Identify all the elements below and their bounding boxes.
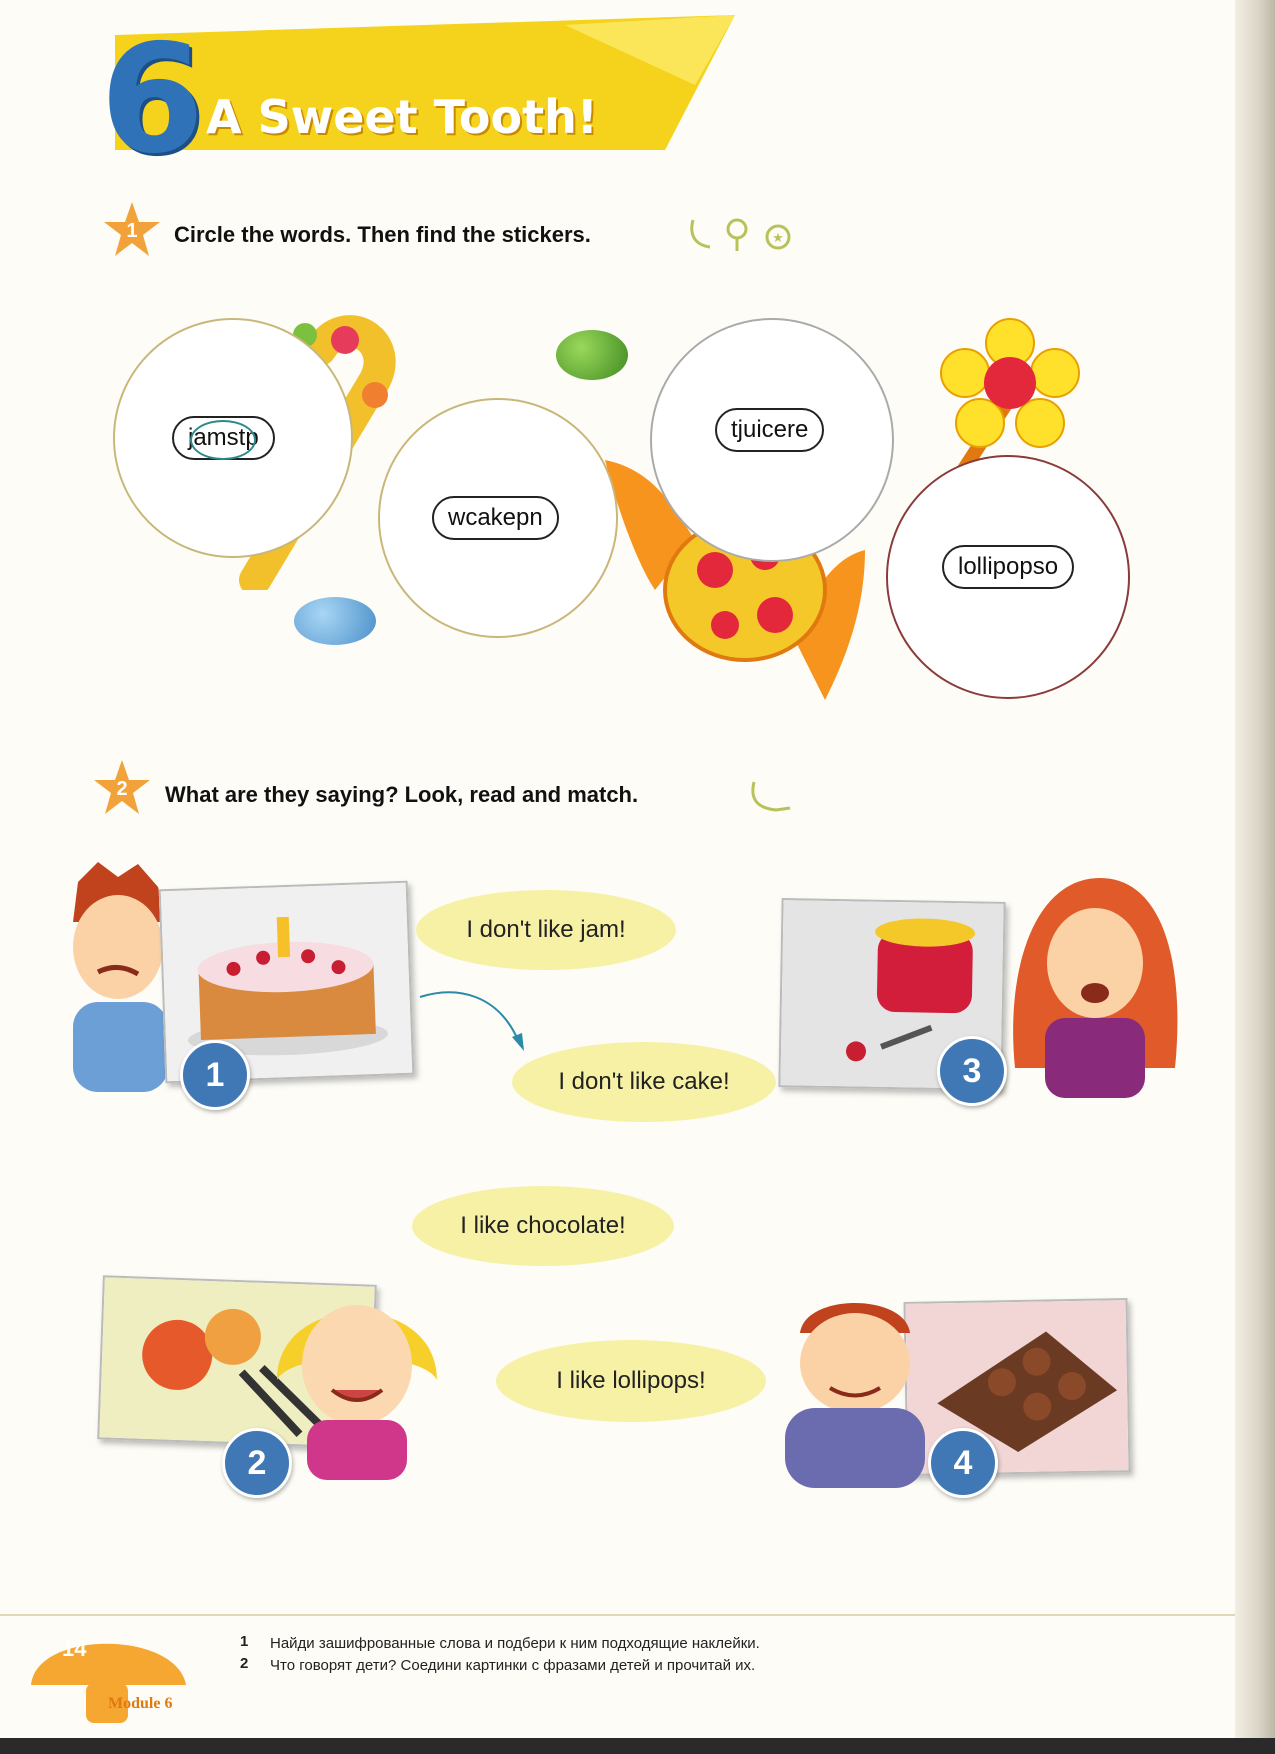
word-puzzle-1: jamstp	[172, 416, 275, 460]
word-puzzle-3: tjuicere	[715, 408, 824, 452]
speech-bubble-3: I like chocolate!	[412, 1186, 674, 1266]
footer-note-2: Что говорят дети? Соедини картинки с фразами детей и прочитай их.	[270, 1657, 756, 1674]
task1-instruction: Circle the words. Then find the stickers.	[174, 222, 591, 247]
picture-number-2: 2	[222, 1428, 292, 1498]
circled-example-mark	[190, 420, 256, 460]
page-number: 14	[62, 1636, 87, 1661]
picture-number-1: 1	[180, 1040, 250, 1110]
footer-note-2-number: 2	[240, 1655, 249, 1672]
speech-bubble-1: I don't like jam!	[416, 890, 676, 970]
girl-2-illustration	[272, 1270, 442, 1480]
blue-candy-illustration	[294, 597, 376, 645]
speech-bubble-2: I don't like cake!	[512, 1042, 776, 1122]
task1-star-badge	[102, 200, 162, 260]
girl-1-illustration	[1005, 868, 1185, 1098]
scan-bottom-edge	[0, 1738, 1275, 1754]
match-arrow	[418, 985, 528, 1055]
unit-number: 6	[100, 13, 205, 187]
word-puzzle-2: wcakepn	[432, 496, 559, 540]
svg-text:★: ★	[772, 230, 784, 245]
boy-2-illustration	[775, 1288, 935, 1488]
pencil-icon	[746, 780, 796, 816]
task2-star-badge	[92, 758, 152, 818]
task2-instruction: What are they saying? Look, read and match.	[165, 782, 639, 807]
footer-divider	[0, 1614, 1235, 1616]
module-label: Module 6	[108, 1695, 173, 1712]
sticker-icons	[685, 215, 795, 255]
word-puzzle-4: lollipopso	[942, 545, 1074, 589]
footer-note-1-number: 1	[240, 1633, 249, 1650]
page-edge	[1235, 0, 1275, 1754]
green-candy-illustration	[556, 330, 628, 380]
footer-note-1: Найди зашифрованные слова и подбери к ним подходящие наклейки.	[270, 1635, 760, 1652]
task2-number: 2	[116, 778, 128, 800]
unit-title: A Sweet Tooth!	[206, 90, 598, 144]
picture-number-3: 3	[937, 1036, 1007, 1106]
speech-bubble-4: I like lollipops!	[496, 1340, 766, 1422]
task1-number: 1	[126, 220, 138, 242]
picture-number-4: 4	[928, 1428, 998, 1498]
